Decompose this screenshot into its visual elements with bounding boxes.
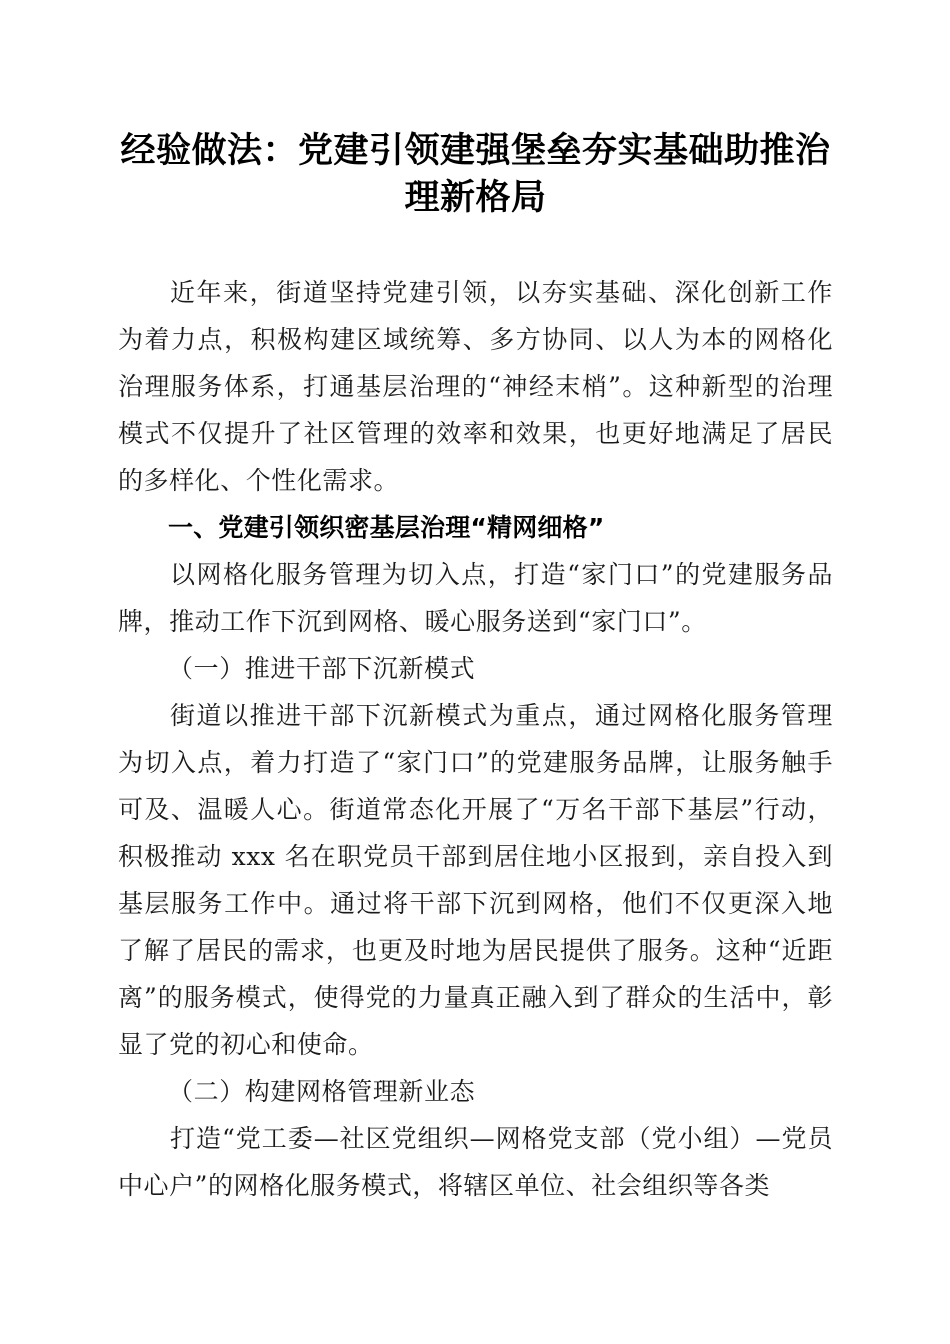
- sub-heading-1-1: （一）推进干部下沉新模式: [168, 654, 476, 683]
- sub-heading-1-2: （二）构建网格管理新业态: [168, 1077, 476, 1106]
- section-1-lead-paragraph: 以网格化服务管理为切入点，打造“家门口”的党建服务品牌，推动工作下沉到网格、暖心服务送到“家门口”。: [118, 560, 833, 636]
- section-heading-1: 一、党建引领织密基层治理“精网细格”: [168, 513, 605, 542]
- sub-1-2-paragraph: 打造“党工委—社区党组织—网格党支部（党小组）—党员中心户”的网格化服务模式，将辖区单位、社会组织等各类: [118, 1124, 833, 1200]
- page-title-line-1: 经验做法：党建引领建强堡垒夯实基础助推治: [120, 130, 831, 171]
- page-title: [118, 0, 833, 221]
- page-title-line-2: 理新格局: [404, 177, 547, 218]
- intro-paragraph: 近年来，街道坚持党建引领，以夯实基础、深化创新工作为着力点，积极构建区域统筹、多方协同、以人为本的网格化治理服务体系，打通基层治理的“神经末梢”。这种新型的治理模式不仅提升了社区管理的效率和效果，也更好地满足了居民的多样化、个性化需求。: [118, 278, 833, 495]
- document-body: [118, 0, 833, 1209]
- sub-1-1-paragraph: 街道以推进干部下沉新模式为重点，通过网格化服务管理为切入点，着力打造了“家门口”的党建服务品牌，让服务触手可及、温暖人心。街道常态化开展了“万名干部下基层”行动，积极推动 xxx 名在职党员干部到居住地小区报到，亲自投入到基层服务工作中。通过将干部下沉到网格，他们不仅更深入地了解了居民的需求，也更及时地为居民提供了服务。这种“近距离”的服务模式，使得党的力量真正融入到了群众的生活中，彰显了党的初心和使命。: [118, 701, 833, 1059]
